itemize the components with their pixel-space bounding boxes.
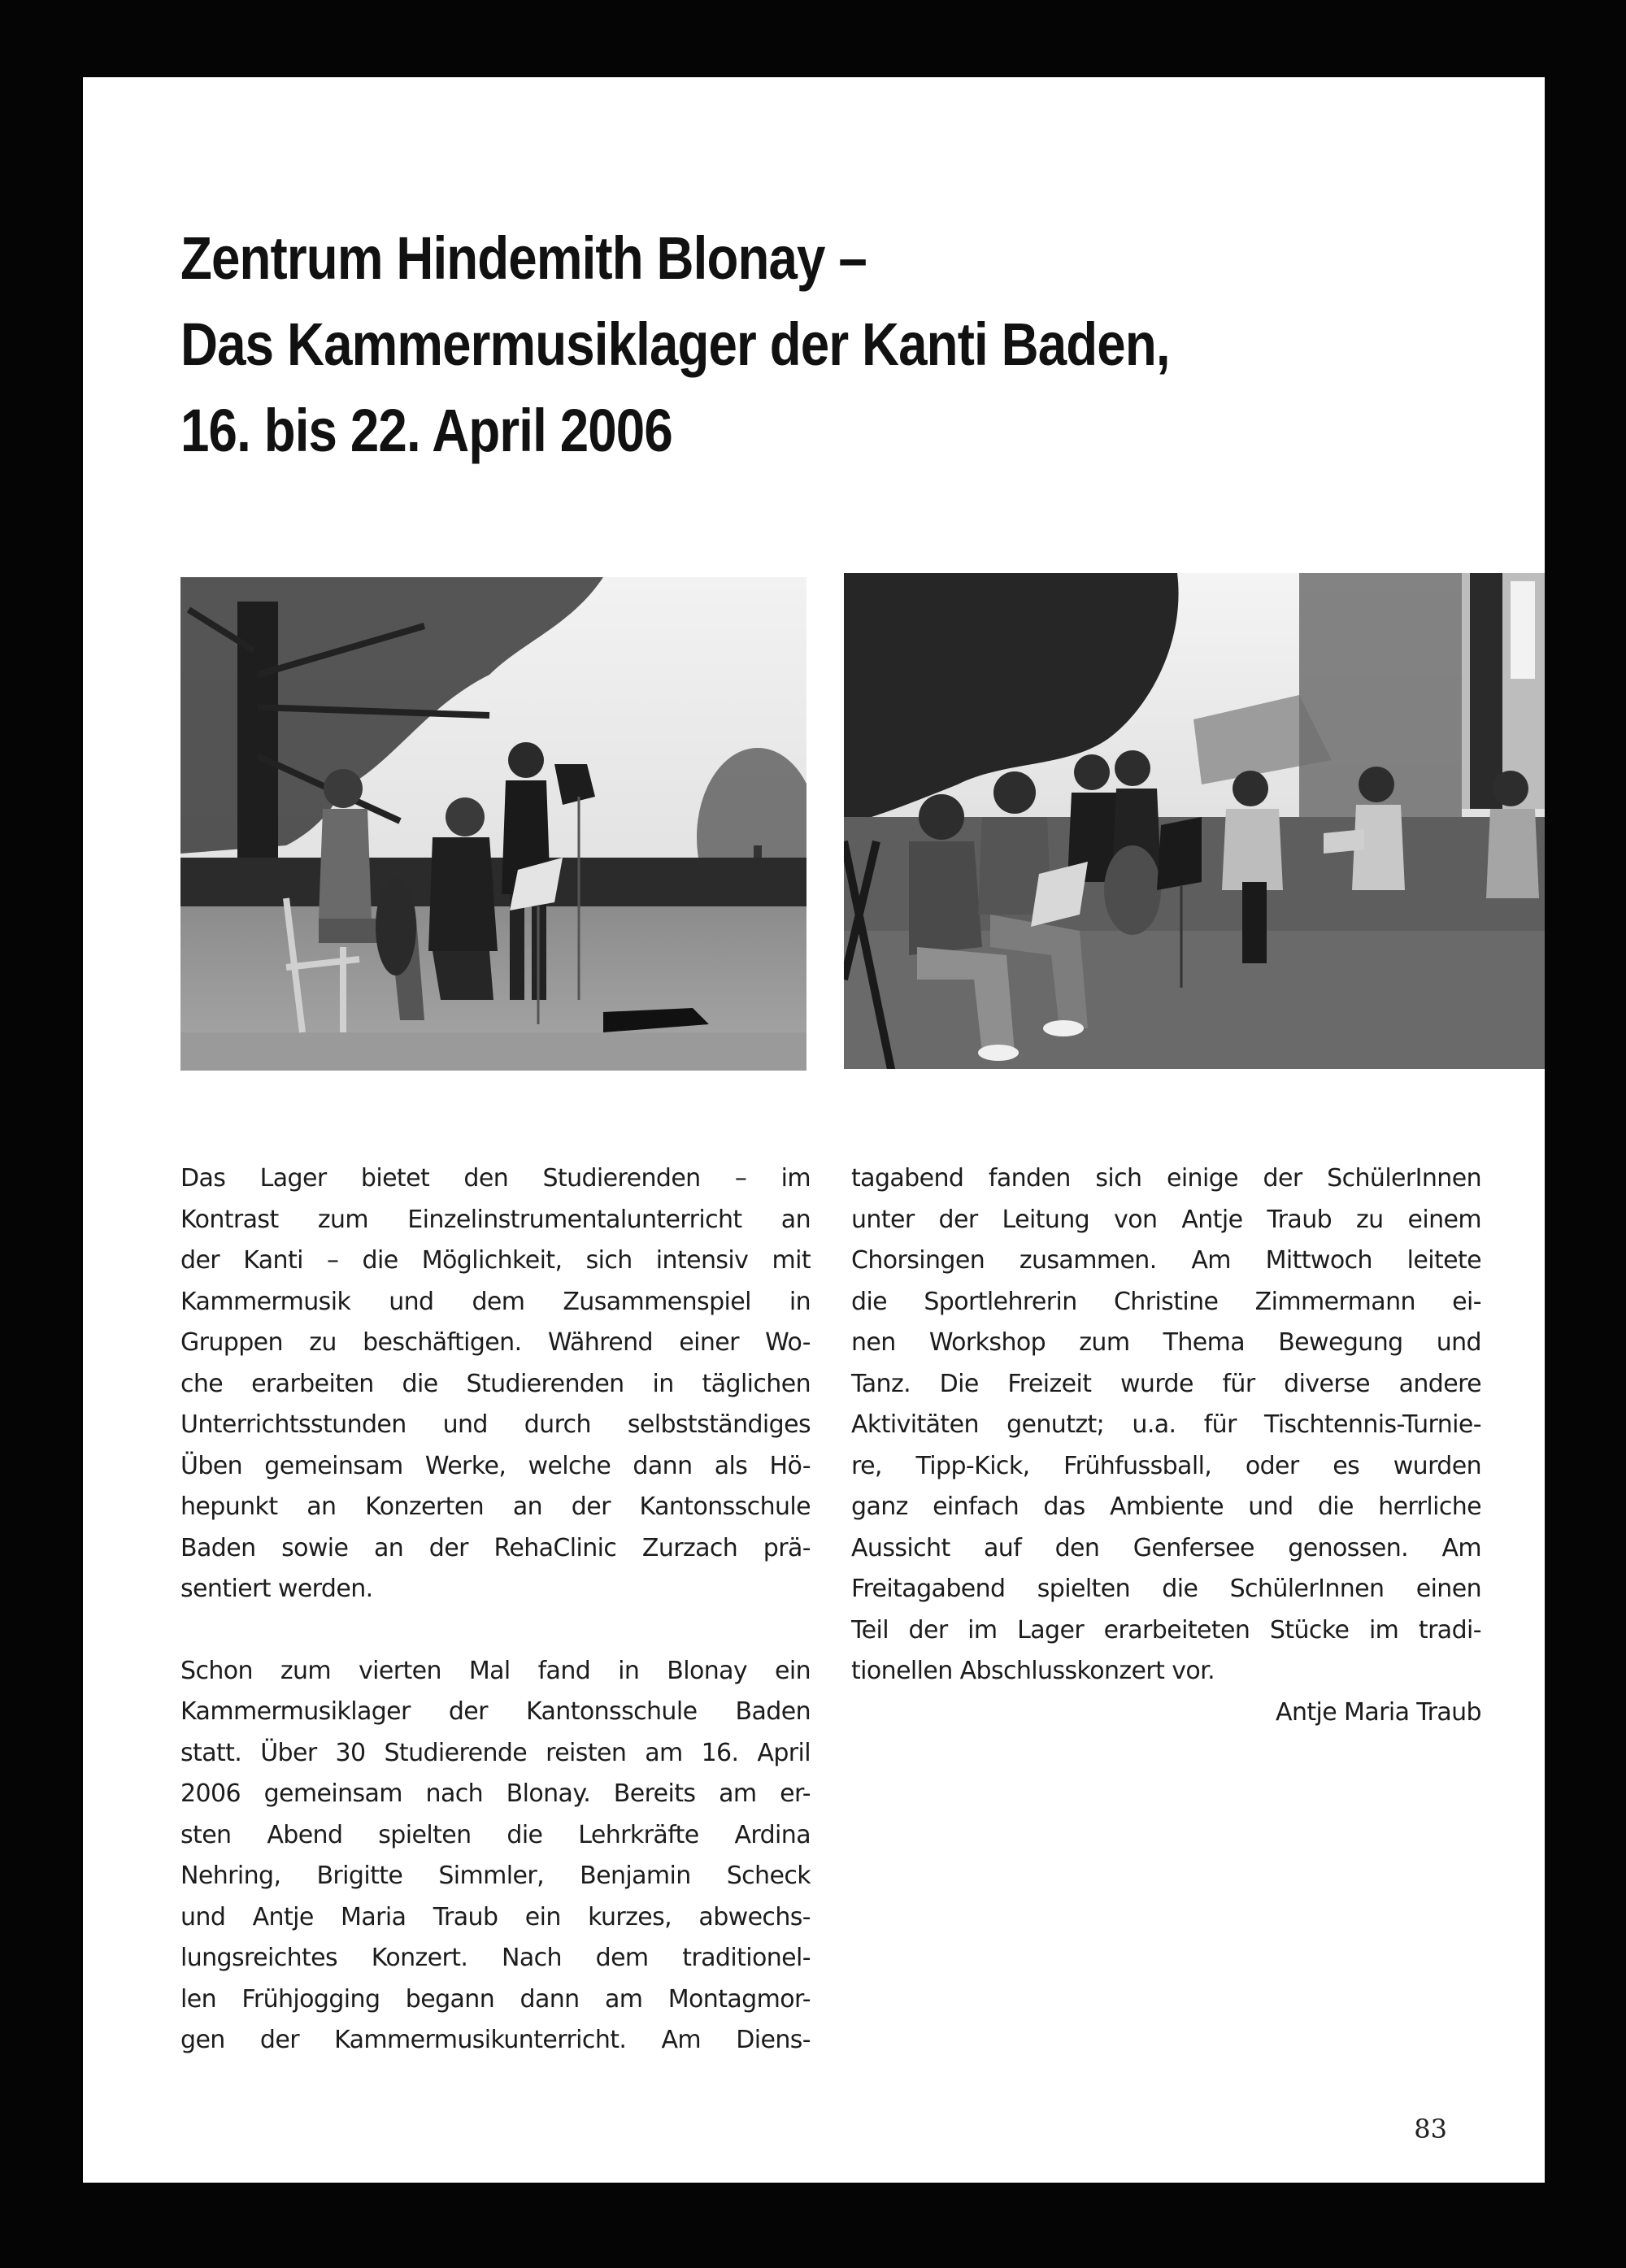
photo-trio-image [180, 577, 806, 1071]
text-line: hepunkt an Konzerten an der Kantonsschule [180, 1492, 811, 1521]
article-title [180, 215, 1170, 474]
paragraph [180, 1651, 811, 2062]
photo-ensemble-garden [844, 573, 1545, 1069]
paragraph [851, 1158, 1481, 1692]
paragraph [180, 1158, 811, 1610]
text-line: Das Lager bietet den Studierenden – im [180, 1164, 811, 1193]
title-line: 16. bis 22. April 2006 [180, 397, 672, 464]
text-line: unter der Leitung von Antje Traub zu einem [851, 1205, 1481, 1234]
text-line: Nehring, Brigitte Simmler, Benjamin Scheck [180, 1862, 811, 1890]
text-line: und Antje Maria Traub ein kurzes, abwechs- [180, 1902, 811, 1931]
text-line: Unterrichtsstunden und durch selbstständiges [180, 1410, 811, 1439]
title-line: Das Kammermusiklager der Kanti Baden, [180, 311, 1170, 378]
text-line: sentiert werden. [180, 1575, 373, 1603]
text-line: Kontrast zum Einzelinstrumentalunterricht an [180, 1205, 811, 1234]
text-line: Teil der im Lager erarbeiteten Stücke im tradi- [851, 1615, 1481, 1645]
text-line: Schon zum vierten Mal fand in Blonay ein [180, 1656, 811, 1685]
text-line: Freitagabend spielten die SchülerInnen einen [851, 1575, 1481, 1603]
text-line: Aktivitäten genutzt; u.a. für Tischtennis-Turnie- [851, 1410, 1481, 1439]
text-line: die Sportlehrerin Christine Zimmermann ei- [851, 1287, 1481, 1316]
text-line: re, Tipp-Kick, Frühfussball, oder es wurden [851, 1451, 1481, 1480]
text-line: statt. Über 30 Studierende reisten am 16. April [180, 1738, 811, 1767]
text-line: che erarbeiten die Studierenden in täglichen [180, 1369, 811, 1398]
photo-trio-outdoors [180, 577, 806, 1071]
text-line: lungsreichtes Konzert. Nach dem traditionel- [180, 1944, 811, 1972]
text-line: Gruppen zu beschäftigen. Während einer Wo- [180, 1328, 811, 1357]
text-line: 2006 gemeinsam nach Blonay. Bereits am er- [180, 1779, 811, 1808]
document-page [83, 77, 1545, 2183]
text-line: Kammermusiklager der Kantonsschule Baden [180, 1697, 811, 1726]
page-number: 83 [1414, 2114, 1447, 2144]
text-line: tagabend fanden sich einige der SchülerInnen [851, 1164, 1481, 1193]
text-column-right [851, 1158, 1481, 1733]
text-line: tionellen Abschlusskonzert vor. [851, 1657, 1215, 1685]
text-line: gen der Kammermusikunterricht. Am Diens- [180, 2026, 811, 2054]
text-line: Aussicht auf den Genfersee genossen. Am [851, 1533, 1481, 1562]
title-line: Zentrum Hindemith Blonay – [180, 224, 867, 292]
text-line: ganz einfach das Ambiente und die herrliche [851, 1492, 1481, 1521]
text-line: der Kanti – die Möglichkeit, sich intensiv mit [180, 1246, 811, 1275]
paragraph-gap [180, 1610, 811, 1651]
text-line: sten Abend spielten die Lehrkräfte Ardina [180, 1820, 811, 1849]
text-line: Tanz. Die Freizeit wurde für diverse andere [851, 1369, 1481, 1398]
text-line: Chorsingen zusammen. Am Mittwoch leitete [851, 1246, 1481, 1275]
text-line: Üben gemeinsam Werke, welche dann als Hö- [180, 1451, 811, 1480]
photo-ensemble-image [844, 573, 1545, 1069]
text-line: Baden sowie an der RehaClinic Zurzach prä- [180, 1533, 811, 1562]
text-line: nen Workshop zum Thema Bewegung und [851, 1328, 1481, 1357]
article-author: Antje Maria Traub [1276, 1697, 1481, 1727]
text-line: Kammermusik und dem Zusammenspiel in [180, 1287, 811, 1316]
text-line: len Frühjogging begann dann am Montagmor- [180, 1984, 811, 2014]
text-column-left [180, 1158, 811, 2062]
